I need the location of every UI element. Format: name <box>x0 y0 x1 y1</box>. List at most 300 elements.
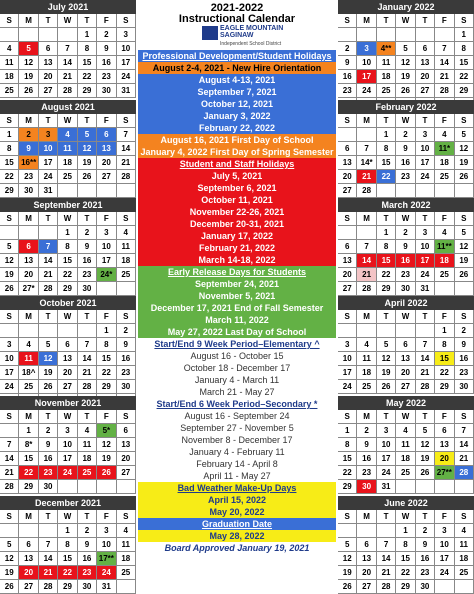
day-cell: 15 <box>455 56 474 70</box>
section-line: September 6, 2021 <box>197 183 277 193</box>
weekday-header: F <box>435 410 454 424</box>
day-cell: 8 <box>58 240 77 254</box>
day-cell: 27 <box>58 380 77 394</box>
day-cell: 28 <box>455 466 474 480</box>
day-cell: 8 <box>58 538 77 552</box>
day-cell: 1 <box>377 128 396 142</box>
section-line: December 20-31, 2021 <box>189 219 285 229</box>
day-cell <box>78 184 97 198</box>
section-line: October 11, 2021 <box>201 195 273 205</box>
day-cell: 21 <box>377 566 396 580</box>
day-cell: 2 <box>19 128 38 142</box>
day-cell: 26 <box>455 268 474 282</box>
day-cell: 13 <box>39 56 58 70</box>
day-cell: 18 <box>377 70 396 84</box>
day-cell: 26 <box>0 580 19 594</box>
day-cell: 22 <box>377 268 396 282</box>
day-cell: 17 <box>416 156 435 170</box>
day-cell: 30 <box>455 380 474 394</box>
day-cell: 20 <box>338 170 357 184</box>
weekday-header: S <box>455 310 474 324</box>
weekday-header: S <box>0 410 19 424</box>
weekday-header: T <box>78 510 97 524</box>
weekday-header: T <box>416 310 435 324</box>
day-cell <box>435 28 454 42</box>
day-cell: 7 <box>117 128 136 142</box>
section-line: January 4, 2022 First Day of Spring Semester <box>140 147 334 157</box>
month-grid <box>0 14 136 98</box>
month-title: April 2022 <box>338 296 474 310</box>
center-panel <box>138 0 336 588</box>
day-cell <box>338 324 357 338</box>
day-cell <box>416 324 435 338</box>
day-cell: 13 <box>435 438 454 452</box>
day-cell: 16 <box>39 452 58 466</box>
day-cell: 15 <box>377 156 396 170</box>
day-cell: 28 <box>117 170 136 184</box>
day-cell: 3 <box>39 128 58 142</box>
day-cell: 12 <box>455 240 474 254</box>
section-line: September 24, 2021 <box>194 279 280 289</box>
day-cell: 12 <box>78 142 97 156</box>
month-title: October 2021 <box>0 296 136 310</box>
weekday-header: F <box>97 212 116 226</box>
day-cell: 23 <box>78 268 97 282</box>
weekday-header: T <box>416 14 435 28</box>
day-cell <box>78 324 97 338</box>
day-cell: 13 <box>117 438 136 452</box>
day-cell: 1 <box>0 128 19 142</box>
day-cell: 21 <box>78 366 97 380</box>
weekday-header: T <box>377 510 396 524</box>
day-cell: 30 <box>39 480 58 494</box>
day-cell: 7 <box>58 42 77 56</box>
day-cell: 10 <box>117 42 136 56</box>
day-cell <box>338 128 357 142</box>
district-name-line2: SAGINAW <box>220 32 254 39</box>
day-cell: 23 <box>117 366 136 380</box>
day-cell: 19 <box>0 566 19 580</box>
day-cell: 21 <box>39 566 58 580</box>
section-line: March 21 - May 27 <box>199 387 275 397</box>
day-cell: 11 <box>117 240 136 254</box>
day-cell: 5 <box>416 424 435 438</box>
day-cell: 2 <box>117 324 136 338</box>
day-cell <box>396 28 415 42</box>
weekday-header: M <box>357 114 376 128</box>
day-cell: 13 <box>396 352 415 366</box>
day-cell: 21 <box>435 70 454 84</box>
day-cell <box>377 324 396 338</box>
month-title: June 2022 <box>338 496 474 510</box>
day-cell: 8 <box>455 42 474 56</box>
section-line: August 16 - September 24 <box>184 411 290 421</box>
day-cell: 19 <box>39 366 58 380</box>
day-cell: 3 <box>97 524 116 538</box>
day-cell: 15 <box>0 156 19 170</box>
day-cell: 2 <box>78 226 97 240</box>
day-cell: 22 <box>0 170 19 184</box>
day-cell: 27 <box>338 184 357 198</box>
day-cell: 27* <box>19 282 38 296</box>
day-cell <box>416 480 435 494</box>
day-cell: 7 <box>39 538 58 552</box>
day-cell: 31 <box>377 480 396 494</box>
day-cell: 12 <box>455 142 474 156</box>
day-cell: 17 <box>338 366 357 380</box>
day-cell: 24 <box>0 380 19 394</box>
day-cell: 15 <box>58 254 77 268</box>
weekday-header: M <box>19 14 38 28</box>
section-line: January 4 - February 11 <box>189 447 285 457</box>
day-cell: 2 <box>338 42 357 56</box>
month-calendar <box>338 0 474 112</box>
day-cell: 14 <box>39 552 58 566</box>
day-cell: 14 <box>39 254 58 268</box>
day-cell: 14 <box>435 56 454 70</box>
month-calendar <box>338 496 474 594</box>
legend-section <box>138 338 336 398</box>
day-cell: 6 <box>396 338 415 352</box>
day-cell: 25 <box>377 84 396 98</box>
day-cell: 25 <box>58 170 77 184</box>
day-cell: 23 <box>416 566 435 580</box>
day-cell: 12 <box>0 552 19 566</box>
weekday-header: S <box>117 212 136 226</box>
day-cell: 11 <box>117 538 136 552</box>
day-cell: 25 <box>19 380 38 394</box>
section-line: August 16, 2021 First Day of School <box>160 135 314 145</box>
day-cell: 23 <box>396 170 415 184</box>
day-cell: 7 <box>377 538 396 552</box>
day-cell: 8 <box>377 142 396 156</box>
section-line: July 5, 2021 <box>211 171 263 181</box>
day-cell: 2 <box>78 524 97 538</box>
day-cell: 13 <box>338 254 357 268</box>
month-title: May 2022 <box>338 396 474 410</box>
section-heading: Student and Staff Holidays <box>179 159 295 169</box>
day-cell: 7 <box>78 338 97 352</box>
district-name-line1: EAGLE MOUNTAIN <box>220 25 284 32</box>
day-cell <box>97 282 116 296</box>
day-cell: 19 <box>377 366 396 380</box>
weekday-header: T <box>39 212 58 226</box>
month-grid <box>338 212 474 296</box>
day-cell: 20 <box>396 366 415 380</box>
month-grid <box>0 410 136 494</box>
day-cell: 10 <box>338 352 357 366</box>
day-cell <box>19 28 38 42</box>
section-line: August 4-13, 2021 <box>198 75 276 85</box>
day-cell: 24 <box>58 466 77 480</box>
section-line: December 17, 2021 End of Fall Semester <box>150 303 324 313</box>
day-cell: 25 <box>435 170 454 184</box>
section-line: January 17, 2022 <box>200 231 274 241</box>
day-cell: 17 <box>0 366 19 380</box>
day-cell: 29 <box>97 380 116 394</box>
day-cell <box>396 184 415 198</box>
month-calendar <box>0 296 136 408</box>
weekday-header: M <box>19 114 38 128</box>
legend-section <box>138 542 336 554</box>
day-cell: 6 <box>357 538 376 552</box>
day-cell: 14 <box>357 254 376 268</box>
weekday-header: M <box>19 310 38 324</box>
day-cell: 15 <box>58 552 77 566</box>
weekday-header: W <box>396 14 415 28</box>
day-cell: 2 <box>396 226 415 240</box>
day-cell: 9 <box>396 240 415 254</box>
month-title: November 2021 <box>0 396 136 410</box>
day-cell <box>97 184 116 198</box>
day-cell: 20 <box>58 366 77 380</box>
day-cell: 16** <box>19 156 38 170</box>
day-cell: 17 <box>58 452 77 466</box>
day-cell: 26 <box>377 380 396 394</box>
section-line: January 3, 2022 <box>203 111 271 121</box>
day-cell: 12 <box>377 352 396 366</box>
weekday-header: W <box>396 212 415 226</box>
day-cell: 21 <box>416 366 435 380</box>
day-cell: 22 <box>58 268 77 282</box>
day-cell <box>0 28 19 42</box>
weekday-header: W <box>58 114 77 128</box>
day-cell: 23 <box>455 366 474 380</box>
day-cell: 27 <box>19 580 38 594</box>
weekday-header: T <box>377 310 396 324</box>
day-cell: 5 <box>0 240 19 254</box>
day-cell: 4 <box>117 524 136 538</box>
day-cell: 1 <box>58 524 77 538</box>
weekday-header: S <box>455 114 474 128</box>
day-cell: 1 <box>19 424 38 438</box>
weekday-header: W <box>58 510 77 524</box>
day-cell: 2 <box>97 28 116 42</box>
day-cell: 21 <box>455 452 474 466</box>
day-cell: 14 <box>455 438 474 452</box>
day-cell: 29 <box>338 480 357 494</box>
month-grid <box>338 410 474 494</box>
weekday-header: T <box>39 114 58 128</box>
day-cell: 29 <box>58 580 77 594</box>
day-cell: 27 <box>117 466 136 480</box>
day-cell <box>19 324 38 338</box>
day-cell: 3 <box>357 42 376 56</box>
weekday-header: T <box>39 510 58 524</box>
day-cell: 15 <box>97 352 116 366</box>
day-cell <box>435 580 454 594</box>
day-cell: 17 <box>97 254 116 268</box>
day-cell: 4 <box>396 424 415 438</box>
day-cell: 9 <box>19 142 38 156</box>
day-cell: 14 <box>377 552 396 566</box>
day-cell: 22 <box>435 366 454 380</box>
day-cell: 9 <box>416 538 435 552</box>
day-cell: 12 <box>39 352 58 366</box>
weekday-header: S <box>117 410 136 424</box>
day-cell: 6 <box>19 538 38 552</box>
day-cell: 20 <box>117 452 136 466</box>
weekday-header: S <box>338 510 357 524</box>
weekday-header: T <box>39 310 58 324</box>
weekday-header: M <box>357 212 376 226</box>
day-cell: 26 <box>338 580 357 594</box>
weekday-header: T <box>416 410 435 424</box>
month-calendar <box>0 198 136 296</box>
day-cell: 28 <box>357 282 376 296</box>
day-cell: 13 <box>19 552 38 566</box>
day-cell: 30 <box>416 580 435 594</box>
weekday-header: T <box>416 114 435 128</box>
day-cell: 13 <box>338 156 357 170</box>
weekday-header: M <box>357 510 376 524</box>
day-cell: 27 <box>97 170 116 184</box>
day-cell: 11* <box>435 142 454 156</box>
weekday-header: S <box>455 510 474 524</box>
weekday-header: F <box>435 114 454 128</box>
weekday-header: T <box>377 212 396 226</box>
section-line: February 22, 2022 <box>198 123 276 133</box>
day-cell: 27 <box>357 580 376 594</box>
day-cell: 14 <box>78 352 97 366</box>
section-line: September 7, 2021 <box>197 87 277 97</box>
day-cell <box>357 128 376 142</box>
day-cell: 30 <box>97 84 116 98</box>
day-cell: 18 <box>117 254 136 268</box>
day-cell: 25 <box>357 380 376 394</box>
day-cell: 11 <box>19 352 38 366</box>
weekday-header: S <box>0 114 19 128</box>
day-cell <box>117 184 136 198</box>
day-cell: 22 <box>19 466 38 480</box>
day-cell: 20 <box>416 70 435 84</box>
day-cell: 24 <box>117 70 136 84</box>
legend-section <box>138 398 336 482</box>
weekday-header: F <box>97 114 116 128</box>
day-cell: 24 <box>39 170 58 184</box>
day-cell: 20 <box>19 566 38 580</box>
weekday-header: W <box>396 410 415 424</box>
day-cell: 8* <box>19 438 38 452</box>
school-year: 2021-2022 <box>210 2 264 14</box>
day-cell: 9 <box>455 338 474 352</box>
day-cell <box>357 28 376 42</box>
day-cell: 6 <box>435 424 454 438</box>
day-cell <box>0 324 19 338</box>
day-cell: 26 <box>39 380 58 394</box>
section-line: May 27, 2022 Last Day of School <box>167 327 307 337</box>
day-cell <box>416 184 435 198</box>
day-cell <box>0 424 19 438</box>
day-cell: 7 <box>39 240 58 254</box>
legend-section <box>138 518 336 530</box>
month-grid <box>338 310 474 394</box>
day-cell: 17 <box>377 452 396 466</box>
day-cell <box>377 28 396 42</box>
section-line: April 11 - May 27 <box>203 471 271 481</box>
day-cell: 11** <box>435 240 454 254</box>
day-cell: 19 <box>455 254 474 268</box>
weekday-header: S <box>338 14 357 28</box>
month-grid <box>0 212 136 296</box>
day-cell: 17 <box>117 56 136 70</box>
day-cell <box>0 524 19 538</box>
day-cell: 17 <box>39 156 58 170</box>
day-cell: 19 <box>78 156 97 170</box>
section-heading: Graduation Date <box>201 519 272 529</box>
day-cell: 18 <box>396 452 415 466</box>
month-grid <box>0 114 136 198</box>
day-cell: 18 <box>435 254 454 268</box>
day-cell: 16 <box>117 352 136 366</box>
section-line: May 28, 2022 <box>209 531 265 541</box>
day-cell: 3 <box>377 424 396 438</box>
day-cell: 9 <box>338 56 357 70</box>
day-cell <box>357 226 376 240</box>
day-cell: 5 <box>455 226 474 240</box>
day-cell: 31 <box>39 184 58 198</box>
day-cell: 13 <box>416 56 435 70</box>
day-cell: 9 <box>39 438 58 452</box>
day-cell: 14 <box>117 142 136 156</box>
day-cell: 6 <box>58 338 77 352</box>
day-cell <box>58 324 77 338</box>
weekday-header: S <box>455 14 474 28</box>
weekday-header: T <box>78 212 97 226</box>
weekday-header: S <box>338 212 357 226</box>
day-cell: 9 <box>97 42 116 56</box>
section-line: February 14 - April 8 <box>196 459 278 469</box>
day-cell <box>357 324 376 338</box>
day-cell: 4 <box>78 424 97 438</box>
day-cell: 9 <box>78 538 97 552</box>
day-cell: 8 <box>78 42 97 56</box>
day-cell: 29 <box>435 380 454 394</box>
weekday-header: T <box>78 410 97 424</box>
day-cell: 3 <box>58 424 77 438</box>
day-cell <box>435 184 454 198</box>
weekday-header: S <box>455 410 474 424</box>
day-cell: 3 <box>0 338 19 352</box>
day-cell: 5 <box>338 538 357 552</box>
day-cell: 28 <box>58 84 77 98</box>
day-cell: 4 <box>435 226 454 240</box>
day-cell: 23 <box>97 70 116 84</box>
day-cell <box>435 480 454 494</box>
month-calendar <box>0 496 136 594</box>
day-cell <box>58 184 77 198</box>
day-cell: 7 <box>0 438 19 452</box>
month-calendar <box>338 396 474 494</box>
day-cell: 8 <box>435 338 454 352</box>
weekday-header: F <box>97 510 116 524</box>
section-line: March 14-18, 2022 <box>198 255 276 265</box>
day-cell: 16 <box>78 552 97 566</box>
day-cell: 23 <box>396 268 415 282</box>
day-cell: 11 <box>357 352 376 366</box>
day-cell: 10 <box>416 142 435 156</box>
day-cell: 4 <box>117 226 136 240</box>
day-cell: 10 <box>39 142 58 156</box>
day-cell: 29 <box>19 480 38 494</box>
day-cell: 25 <box>0 84 19 98</box>
day-cell: 28 <box>416 380 435 394</box>
month-grid <box>338 114 474 198</box>
section-line: August 2-4, 2021 - New Hire Orientation <box>138 62 336 74</box>
day-cell: 20 <box>357 566 376 580</box>
day-cell: 5 <box>0 538 19 552</box>
day-cell: 7 <box>357 240 376 254</box>
